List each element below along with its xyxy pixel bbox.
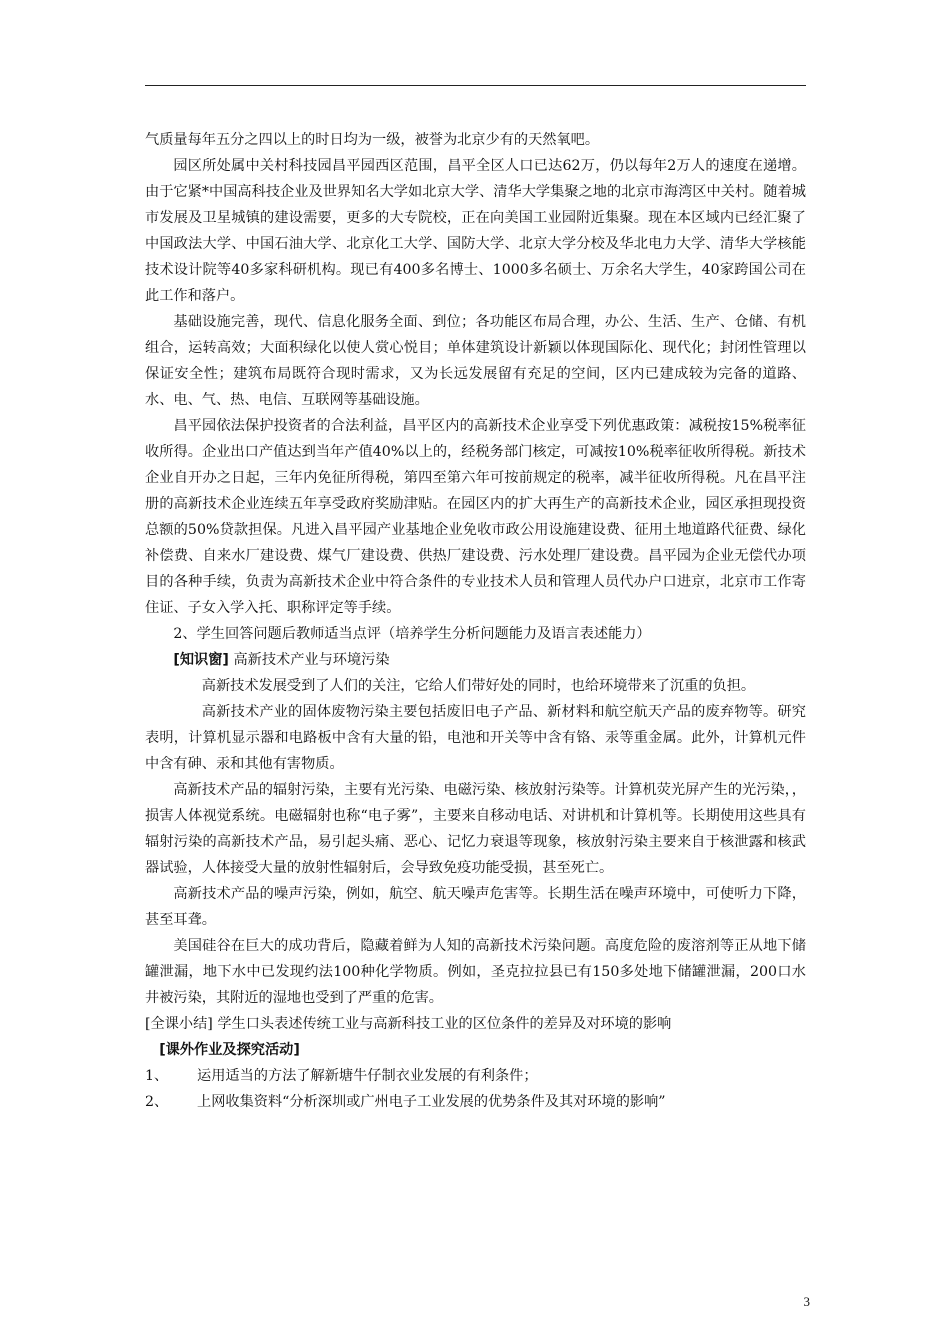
homework-item-text: 上网收集资料“分析深圳或广州电子工业发展的优势条件及其对环境的影响” (197, 1094, 666, 1110)
paragraph-policy: 昌平园依法保护投资者的合法利益，昌平区内的高新技术企业享受下列优惠政策：减税按15%税率征收所得。企业出口产值达到当年产值40%以上的，经税务部门核定，可减按10%税率征收所得税。新技术企业自开办之日起，三年内免征所得税，第四至第六年可按前规定的税率，减半征收所得税。凡在昌平注册的高新技术企业连续五年享受政府奖励津贴。在园区内的扩大再生产的高新技术企业，园区承担现投资总额的50%贷款担保。凡进入昌平园产业基地企业免收市政公用设施建设费、征用土地道路代征费、绿化补偿费、自来水厂建设费、煤气厂建设费、供热厂建设费、污水处理厂建设费。昌平园为企业无偿代办项目的各种手续，负责为高新技术企业中符合条件的专业技术人员和管理人员代办户口进京，北京市工作寄住证、子女入学入托、职称评定等手续。 (145, 418, 806, 616)
paragraph-air-quality: 气质量每年五分之四以上的时日均为一级，被誉为北京少有的天然氧吧。 (145, 132, 600, 148)
homework-item-text: 运用适当的方法了解新塘牛仔制衣业发展的有利条件； (197, 1068, 538, 1084)
document-body (145, 127, 806, 1115)
knowledge-paragraph: 高新技术发展受到了人们的关注，它给人们带好处的同时，也给环境带来了沉重的负担。 (201, 678, 756, 694)
knowledge-window-heading (145, 647, 806, 673)
paragraph-teacher-comment: 2、学生回答问题后教师适当点评（培养学生分析问题能力及语言表述能力） (173, 626, 651, 642)
homework-item (145, 1089, 806, 1115)
knowledge-paragraph: 美国硅谷在巨大的成功背后，隐藏着鲜为人知的高新技术污染问题。高度危险的废溶剂等正从地下储罐泄漏，地下水中已发现约法100种化学物质。例如，圣克拉拉县已有150多处地下储罐泄漏，200口水井被污染，其附近的湿地也受到了严重的危害。 (145, 938, 806, 1006)
homework-item (145, 1063, 806, 1089)
knowledge-window-tag: [知识窗] (173, 652, 229, 668)
knowledge-paragraph: 高新技术产品的辐射污染，主要有光污染、电磁污染、核放射污染等。计算机荧光屏产生的光污染，，损害人体视觉系统。电磁辐射也称“电子雾”，主要来自移动电话、对讲机和计算机等。长期使用这些具有辐射污染的高新技术产品，易引起头痛、恶心、记忆力衰退等现象，核放射污染主要来自于核泄露和核武器试验，人体接受大量的放射性辐射后，会导致免疫功能受损，甚至死亡。 (145, 782, 806, 876)
paragraph-infrastructure: 基础设施完善，现代、信息化服务全面、到位；各功能区布局合理，办公、生活、生产、仓储、有机组合，运转高效；大面积绿化以使人赏心悦目；单体建筑设计新颖以体现国际化、现代化；封闭性管理以保证安全性；建筑布局既符合现时需求，又为长远发展留有充足的空间，区内已建成较为完备的道路、水、电、气、热、电信、互联网等基础设施。 (145, 314, 806, 408)
knowledge-window-title: 高新技术产业与环境污染 (233, 652, 390, 668)
homework-item-number: 2、 (145, 1094, 169, 1110)
page-number: 3 (803, 1294, 810, 1309)
lesson-summary: [全课小结] 学生口头表述传统工业与高新科技工业的区位条件的差异及对环境的影响 (145, 1016, 672, 1032)
homework-item-number: 1、 (145, 1068, 169, 1084)
knowledge-paragraph: 高新技术产业的固体废物污染主要包括废旧电子产品、新材料和航空航天产品的废弃物等。研究表明，计算机显示器和电路板中含有大量的铅，电池和开关等中含有铬、汞等重金属。此外，计算机元件中含有砷、汞和其他有害物质。 (145, 704, 806, 772)
homework-title: [课外作业及探究活动] (159, 1042, 300, 1058)
header-rule (145, 85, 806, 86)
knowledge-paragraph: 高新技术产品的噪声污染，例如，航空、航天噪声危害等。长期生活在噪声环境中，可使听力下降，甚至耳聋。 (145, 886, 806, 928)
paragraph-location: 园区所处属中关村科技园昌平园西区范围，昌平全区人口已达62万，仍以每年2万人的速度在递增。由于它紧*中国高科技企业及世界知名大学如北京大学、清华大学集聚之地的北京市海湾区中关村。随着城市发展及卫星城镇的建设需要，更多的大专院校，正在向美国工业园附近集聚。现在本区域内已经汇聚了中国政法大学、中国石油大学、北京化工大学、国防大学、北京大学分校及华北电力大学、清华大学核能技术设计院等40多家科研机构。现已有400多名博士、1000多名硕士、万余名大学生，40家跨国公司在此工作和落户。 (145, 158, 806, 304)
